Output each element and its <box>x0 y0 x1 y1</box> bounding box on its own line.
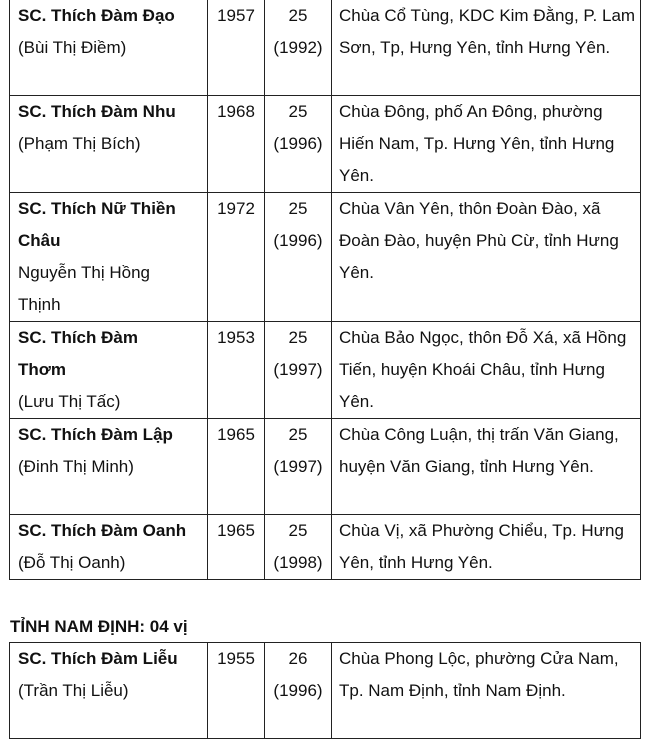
birth-name: (Đỗ Thị Oanh) <box>18 553 126 572</box>
ordination-age: 25 <box>288 199 308 218</box>
birth-name-line-2: Thịnh <box>18 295 61 314</box>
nun-list-table-hung-yen <box>9 0 641 580</box>
ordination-year: (1997) <box>273 360 323 379</box>
address-cell <box>332 419 641 515</box>
ordination-cell <box>265 322 332 419</box>
ordination-year: (1992) <box>273 38 323 57</box>
ordination-age: 25 <box>288 328 308 347</box>
birth-name: (Phạm Thị Bích) <box>18 134 141 153</box>
table-row <box>10 322 641 419</box>
ordination-cell <box>265 0 332 96</box>
dharma-name: SC. Thích Đàm Nhu <box>18 102 176 121</box>
table-row <box>10 419 641 515</box>
ordination-age: 25 <box>288 102 308 121</box>
address-cell <box>332 515 641 580</box>
birth-year-cell: 1965 <box>208 515 265 580</box>
ordination-year: (1996) <box>273 231 323 250</box>
dharma-name-line-1: SC. Thích Đàm <box>18 328 138 347</box>
table-row <box>10 96 641 193</box>
name-cell <box>10 193 208 322</box>
ordination-cell <box>265 515 332 580</box>
birth-year-cell: 1972 <box>208 193 265 322</box>
address-text: Chùa Phong Lộc, phường Cửa Nam, Tp. Nam Định, tỉnh Nam Định. <box>339 649 619 700</box>
ordination-cell <box>265 643 332 739</box>
address-cell <box>332 193 641 322</box>
address-cell <box>332 643 641 739</box>
name-cell <box>10 643 208 739</box>
address-text: Chùa Vân Yên, thôn Đoàn Đào, xã Đoàn Đào, huyện Phù Cừ, tỉnh Hưng Yên. <box>339 199 619 282</box>
birth-year-cell: 1953 <box>208 322 265 419</box>
ordination-year: (1997) <box>273 457 323 476</box>
birth-year-cell: 1968 <box>208 96 265 193</box>
address-text: Chùa Bảo Ngọc, thôn Đỗ Xá, xã Hồng Tiến, huyện Khoái Châu, tỉnh Hưng Yên. <box>339 328 627 411</box>
birth-name-line-1: Nguyễn Thị Hồng <box>18 263 150 282</box>
table-row <box>10 643 641 739</box>
ordination-cell <box>265 96 332 193</box>
table-row <box>10 193 641 322</box>
dharma-name-line-2: Châu <box>18 231 61 250</box>
birth-year-cell: 1957 <box>208 0 265 96</box>
nun-list-table-nam-dinh <box>9 642 641 739</box>
birth-year-cell: 1955 <box>208 643 265 739</box>
dharma-name-line-2: Thơm <box>18 360 66 379</box>
dharma-name: SC. Thích Đàm Lập <box>18 425 173 444</box>
name-cell <box>10 515 208 580</box>
dharma-name: SC. Thích Đàm Liễu <box>18 649 178 668</box>
ordination-year: (1998) <box>273 553 323 572</box>
birth-year-cell: 1965 <box>208 419 265 515</box>
birth-name: (Bùi Thị Điềm) <box>18 38 127 57</box>
birth-name: (Trần Thị Liễu) <box>18 681 129 700</box>
ordination-age: 25 <box>288 521 308 540</box>
table-row <box>10 0 641 96</box>
address-cell <box>332 96 641 193</box>
address-text: Chùa Cổ Tùng, KDC Kim Đằng, P. Lam Sơn, Tp, Hưng Yên, tỉnh Hưng Yên. <box>339 6 636 57</box>
dharma-name-line-1: SC. Thích Nữ Thiền <box>18 199 176 218</box>
ordination-age: 25 <box>288 6 308 25</box>
birth-name: (Đinh Thị Minh) <box>18 457 134 476</box>
ordination-year: (1996) <box>273 134 323 153</box>
address-text: Chùa Công Luận, thị trấn Văn Giang, huyện Văn Giang, tỉnh Hưng Yên. <box>339 425 619 476</box>
section-heading-nam-dinh: TỈNH NAM ĐỊNH: 04 vị <box>10 617 188 636</box>
address-text: Chùa Đông, phố An Đông, phường Hiến Nam, Tp. Hưng Yên, tỉnh Hưng Yên. <box>339 102 615 185</box>
name-cell <box>10 96 208 193</box>
dharma-name: SC. Thích Đàm Oanh <box>18 521 187 540</box>
dharma-name: SC. Thích Đàm Đạo <box>18 6 175 25</box>
name-cell <box>10 322 208 419</box>
birth-name: (Lưu Thị Tấc) <box>18 392 121 411</box>
ordination-age: 26 <box>288 649 308 668</box>
address-cell <box>332 322 641 419</box>
address-cell <box>332 0 641 96</box>
ordination-year: (1996) <box>273 681 323 700</box>
ordination-age: 25 <box>288 425 308 444</box>
ordination-cell <box>265 193 332 322</box>
name-cell <box>10 419 208 515</box>
table-row <box>10 515 641 580</box>
name-cell <box>10 0 208 96</box>
address-text: Chùa Vị, xã Phường Chiểu, Tp. Hưng Yên, tỉnh Hưng Yên. <box>339 521 624 572</box>
ordination-cell <box>265 419 332 515</box>
